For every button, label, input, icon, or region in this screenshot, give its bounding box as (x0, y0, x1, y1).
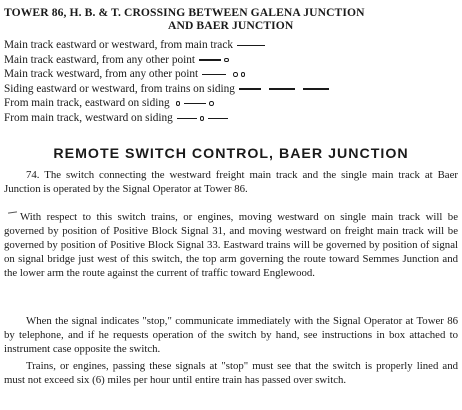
signal-aspect-dot-bar-dot (174, 101, 214, 106)
signal-indication-text: From main track, eastward on siding (4, 97, 170, 110)
heading-line-2: AND BAER JUNCTION (168, 19, 294, 32)
paragraph-stop-indication: When the signal indicates "stop," communicate immediately with the Signal Operator at Tower 86 by telephone, and if he requests operation of the switch by hand, see instructions in box attached to instrument case opposite the switch. (4, 315, 458, 356)
signal-indication-text: Main track eastward, from any other point (4, 53, 196, 66)
section-title: REMOTE SWITCH CONTROL, BAER JUNCTION (53, 146, 409, 162)
signal-indication-row (4, 111, 458, 126)
signal-indication-text: Main track eastward or westward, from main track (4, 39, 233, 51)
signal-aspect-bar-dot-bar (177, 116, 229, 121)
signal-aspect-bar-bar-bar (239, 88, 329, 89)
signal-indication-row (4, 67, 458, 82)
paragraph-switch-governance (4, 210, 458, 280)
heading-line-1: TOWER 86, H. B. & T. CROSSING BETWEEN GALENA JUNCTION (4, 6, 365, 19)
signal-indication-text: Siding eastward or westward, from trains on siding (4, 82, 235, 95)
tower-86-heading (4, 6, 458, 32)
signal-indication-text: From main track, westward on siding (4, 111, 173, 124)
signal-aspect-bar-long (237, 45, 265, 46)
paragraph-74: 74. The switch connecting the westward freight main track and the single main track at Baer Junction is operated by the Signal Operator at Tower 86. (4, 169, 458, 196)
margin-mark (8, 214, 20, 220)
paragraph-switch-governance-text: With respect to this switch trains, or engines, moving westward on single main track will be governed by position of Positive Block Signal 31, and moving westward on freight main track will be governed by position of Positive Block Signal 33. Eastward trains will be governed by position of signal on signal bridge just west of this switch, the top arm governing the route toward Semmes Junction and the lower arm the route against the current of traffic toward Englewood. (4, 211, 458, 280)
signal-indication-text: Main track westward, from any other point (4, 68, 199, 81)
paragraph-passing-at-stop: Trains, or engines, passing these signals at "stop" must see that the switch is properly lined and must not exceed six (6) miles per hour until entire train has passed over switch. (4, 360, 458, 387)
signal-indication-list (4, 38, 458, 126)
signal-indication-row (4, 53, 458, 68)
signal-aspect-bar-dot (199, 58, 229, 63)
signal-indication-row (4, 96, 458, 111)
signal-indication-row (4, 38, 458, 53)
signal-aspect-bar-dot-dot (202, 72, 245, 77)
signal-indication-row (4, 82, 458, 97)
